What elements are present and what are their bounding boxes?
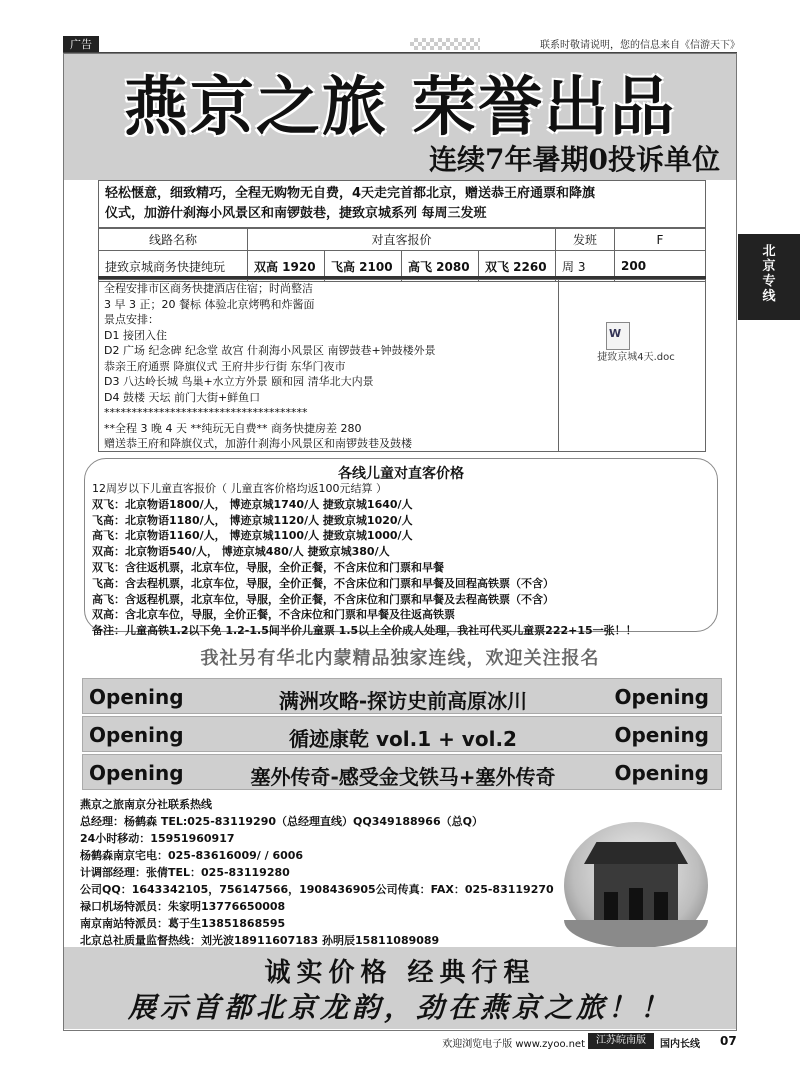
opening-label-left: Opening xyxy=(89,761,184,785)
page-number: 07 xyxy=(720,1034,737,1048)
contact-line: 杨鹤森南京宅电：025-83616009/ / 6006 xyxy=(80,849,304,862)
price-cell: 双飞 2260 xyxy=(479,251,556,282)
kids-price-line: 高飞：含返程机票，北京车位，导服，全价正餐，不含床位和门票和早餐及去程高铁票（不含） xyxy=(92,592,554,606)
kids-price-title: 各线儿童对直客价格 xyxy=(338,466,464,482)
route-intro xyxy=(98,180,706,228)
opening-label-right: Opening xyxy=(614,685,709,709)
kids-price-line: 双飞：含往返机票，北京车位，导服，全价正餐，不含床位和门票和早餐 xyxy=(92,560,444,574)
footer-category: 国内长线 xyxy=(660,1039,700,1050)
price-cell: 高飞 2080 xyxy=(402,251,479,282)
route-price-table xyxy=(98,228,706,282)
contact-line: 总经理：杨鹤森 TEL:025-83119290（总经理直线）QQ349188966（总Q） xyxy=(80,815,483,828)
opening-label-right: Opening xyxy=(614,761,709,785)
price-cell: 双高 1920 xyxy=(248,251,325,282)
itinerary-line: D4 鼓楼 天坛 前门大街+鲜鱼口 xyxy=(104,390,261,404)
gate-roof xyxy=(584,842,688,864)
hero-subtitle: 连续7年暑期0投诉单位 xyxy=(429,143,720,176)
more-routes-banner: 我社另有华北内蒙精品独家连线，欢迎关注报名 xyxy=(200,648,600,669)
intro-line: 仪式，加游什刹海小风景区和南锣鼓巷，捷致京城系列 每周三发班 xyxy=(105,206,487,221)
itinerary-line: ************************************* xyxy=(104,406,308,419)
departure-cell: 周 3 xyxy=(556,251,615,282)
contact-line: 禄口机场特派员：朱家明13776650008 xyxy=(80,900,286,913)
opening-title: 塞外传奇-感受金戈铁马+塞外传奇 xyxy=(250,765,556,789)
opening-route-3 xyxy=(82,754,722,790)
gate-door xyxy=(629,888,643,920)
opening-route-2 xyxy=(82,716,722,752)
itinerary-line: 赠送恭王府和降旗仪式，加游什刹海小风景区和南锣鼓巷及鼓楼 xyxy=(104,437,412,450)
source-notice: 联系时敬请说明，您的信息来自《信游天下》 xyxy=(540,40,740,51)
route-name: 捷致京城商务快捷纯玩 xyxy=(99,251,248,282)
itinerary-line: 全程安排市区商务快捷酒店住宿；时尚整洁 xyxy=(104,282,313,295)
kids-price-text xyxy=(92,481,714,639)
kids-price-line: 12周岁以下儿童直客报价（ 儿童直客价格均返100元结算 ） xyxy=(92,482,387,495)
itinerary-line: 景点安排： xyxy=(104,313,159,326)
itinerary-line: 3 早 3 正；20 餐标 体验北京烤鸭和炸酱面 xyxy=(104,297,315,311)
opening-title: 循迹康乾 vol.1 + vol.2 xyxy=(289,727,517,751)
col-header-f: F xyxy=(615,229,706,251)
contact-line: 北京总社质量监督热线：刘光波18911607183 孙明辰15811089089 xyxy=(80,934,440,947)
gate-door xyxy=(654,892,668,920)
itinerary-line: D1 接团入住 xyxy=(104,328,167,342)
itinerary-line: 恭亲王府通票 降旗仪式 王府井步行街 东华门夜市 xyxy=(104,359,346,373)
section-tab-char: 线 xyxy=(762,289,776,304)
price-cell: 飞高 2100 xyxy=(325,251,402,282)
opening-route-1 xyxy=(82,678,722,714)
kids-price-line: 高飞：北京物语1160/人， 博迹京城1100/人 捷致京城1000/人 xyxy=(92,529,413,543)
intro-line: 轻松惬意，细致精巧，全程无购物无自费，4天走完首都北京，赠送恭王府通票和降旗 xyxy=(105,186,596,201)
opening-title: 满洲攻略-探访史前高原冰川 xyxy=(278,689,528,713)
footer-edition: 江苏皖南版 xyxy=(588,1033,654,1049)
itinerary-line: D3 八达岭长城 鸟巢+水立方外景 颐和园 清华北大内景 xyxy=(104,375,374,388)
section-tab-char: 北 xyxy=(762,244,776,259)
contact-line: 南京南站特派员：葛于生13851868595 xyxy=(80,917,286,930)
itinerary-line: **全程 3 晚 4 天 **纯玩无自费** 商务快捷房差 280 xyxy=(104,421,362,435)
itinerary-divider xyxy=(558,279,559,452)
contact-line: 24小时移动：15951960917 xyxy=(80,832,235,845)
kids-price-line: 飞高：北京物语1180/人， 博迹京城1120/人 捷致京城1020/人 xyxy=(92,513,413,527)
opening-label-left: Opening xyxy=(89,723,184,747)
kids-price-line: 备注：儿童高铁1.2以下免 1.2-1.5间半价儿童票 1.5以上全价成人处理，我社可代买儿童票222+15一张！！ xyxy=(92,624,637,638)
col-header-price: 对直客报价 xyxy=(248,229,556,251)
kids-price-line: 飞高：含去程机票，北京车位，导服，全价正餐，不含床位和门票和早餐及回程高铁票（不含） xyxy=(92,576,554,590)
contact-line: 燕京之旅南京分社联系热线 xyxy=(80,798,212,811)
itinerary-line: D2 广场 纪念碑 纪念堂 故宫 什刹海小风景区 南锣鼓巷+钟鼓楼外景 xyxy=(104,344,436,357)
col-header-departure: 发班 xyxy=(556,229,615,251)
contact-info xyxy=(80,796,560,949)
section-tab-beijing xyxy=(738,234,800,320)
f-cell: 200 xyxy=(615,251,706,282)
page-footer xyxy=(410,1033,740,1050)
kids-price-line: 双高：含北京车位，导服，全价正餐，不含床位和门票和早餐及往返高铁票 xyxy=(92,608,455,622)
word-document-icon[interactable] xyxy=(606,322,630,350)
opening-label-right: Opening xyxy=(614,723,709,747)
contact-line: 公司QQ：1643342105，756147566，1908436905公司传真：FAX：025-83119270 xyxy=(80,883,554,896)
section-tab-char: 京 xyxy=(762,259,776,274)
opening-label-left: Opening xyxy=(89,685,184,709)
kids-price-line: 双高：北京物语540/人， 博迹京城480/人 捷致京城380/人 xyxy=(92,545,390,559)
kids-price-line: 双飞：北京物语1800/人， 博迹京城1740/人 捷致京城1640/人 xyxy=(92,497,413,511)
footer-website: 欢迎浏览电子版 www.zyoo.net xyxy=(442,1039,585,1050)
itinerary-text xyxy=(104,281,554,452)
hero-title: 燕京之旅 荣誉出品 xyxy=(123,70,677,145)
contact-line: 计调部经理：张倩TEL：025-83119280 xyxy=(80,866,290,879)
ad-tag: 广告 xyxy=(63,36,99,53)
col-header-route: 线路名称 xyxy=(99,229,248,251)
slogan-line-1: 诚实价格 经典行程 xyxy=(264,958,536,988)
gate-door xyxy=(604,892,618,920)
attachment-filename[interactable]: 捷致京城4天.doc xyxy=(597,352,675,363)
slogan-line-2: 展示首都北京龙韵，劲在燕京之旅！！ xyxy=(127,991,672,1024)
section-tab-char: 专 xyxy=(762,274,776,289)
